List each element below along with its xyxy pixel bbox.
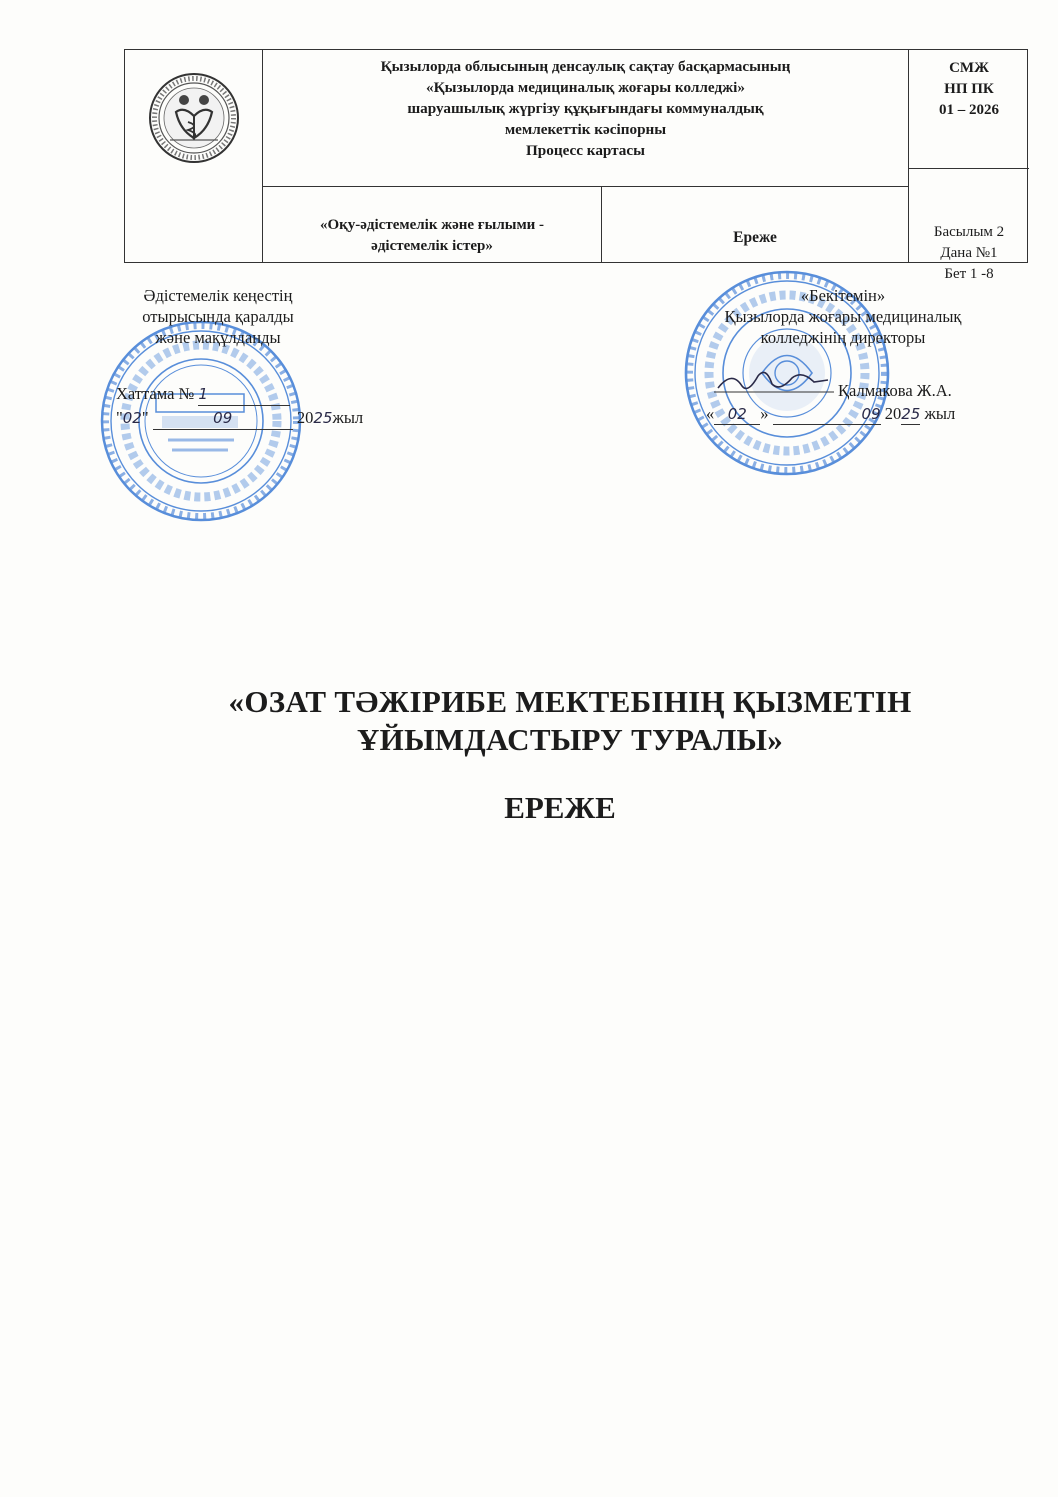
header-table xyxy=(124,49,1028,282)
director-year-word: жыл xyxy=(924,404,956,423)
code-line: СМЖ xyxy=(949,60,989,76)
council-year-suffix: 25 xyxy=(313,409,333,427)
protocol-number xyxy=(116,383,290,406)
title-line: ҰЙЫМДАСТЫРУ ТУРАЛЫ» xyxy=(356,722,784,757)
college-logo xyxy=(125,50,263,262)
council-approval xyxy=(98,285,338,348)
document-type: ЕРЕЖЕ xyxy=(504,790,616,825)
protocol-number-value: 1 xyxy=(198,385,208,403)
council-date-month: 09 xyxy=(213,409,233,427)
document-kind: Ереже xyxy=(733,229,777,246)
director-approval xyxy=(688,285,998,348)
approval-line: Әдістемелік кеңестің xyxy=(143,286,293,305)
org-line: шаруашылық жүргізу құқығындағы коммуналдық xyxy=(407,100,764,117)
approval-line: Қызылорда жоғары медициналық xyxy=(724,307,962,326)
issue-line: Дана №1 xyxy=(940,245,998,261)
council-date: "02" 09 2025жыл xyxy=(116,407,363,430)
title-line: «ОЗАТ ТӘЖІРИБЕ МЕКТЕБІНІҢ ҚЫЗМЕТІН xyxy=(228,684,912,719)
council-year-prefix: 20 xyxy=(296,408,314,427)
document-title xyxy=(120,683,1020,759)
code-line: 01 – 2026 xyxy=(939,102,999,118)
code-line: НП ПК xyxy=(944,81,994,97)
director-year-prefix: 20 xyxy=(884,404,902,423)
director-signature xyxy=(714,366,834,396)
council-date-day: 02 xyxy=(122,409,142,427)
process-name xyxy=(263,215,601,257)
approval-line: колледжінің директоры xyxy=(760,328,926,347)
director-date-month: 09 xyxy=(861,405,881,423)
protocol-label: Хаттама № xyxy=(116,384,195,403)
document-code xyxy=(909,58,1029,121)
process-line: «Оқу-әдістемелік және ғылыми - xyxy=(319,217,545,233)
director-date-day: 02 xyxy=(727,405,747,423)
issue-info xyxy=(909,222,1029,285)
organization-title xyxy=(263,56,908,161)
approval-line: отырысында қаралды xyxy=(142,307,294,326)
org-line: «Қызылорда медициналық жоғары колледжі» xyxy=(426,79,745,96)
council-year-word: жыл xyxy=(332,408,364,427)
issue-line: Бет 1 -8 xyxy=(944,266,994,282)
approval-line: «Бекітемін» xyxy=(800,286,886,305)
approval-line: және мақұлданды xyxy=(155,328,281,347)
org-line: мемлекеттік кәсіпорны xyxy=(504,121,667,138)
director-date: « 02 » 09 2025 жыл xyxy=(706,404,956,423)
director-year-suffix: 25 xyxy=(901,405,921,423)
org-line: Қызылорда облысының денсаулық сақтау басқармасының xyxy=(380,58,791,75)
process-line: әдістемелік істер» xyxy=(371,238,493,254)
college-emblem-icon xyxy=(148,72,240,164)
director-name: Қалмакова Ж.А. xyxy=(838,381,952,400)
org-line: Процесс картасы xyxy=(525,142,645,159)
issue-line: Басылым 2 xyxy=(933,224,1005,240)
